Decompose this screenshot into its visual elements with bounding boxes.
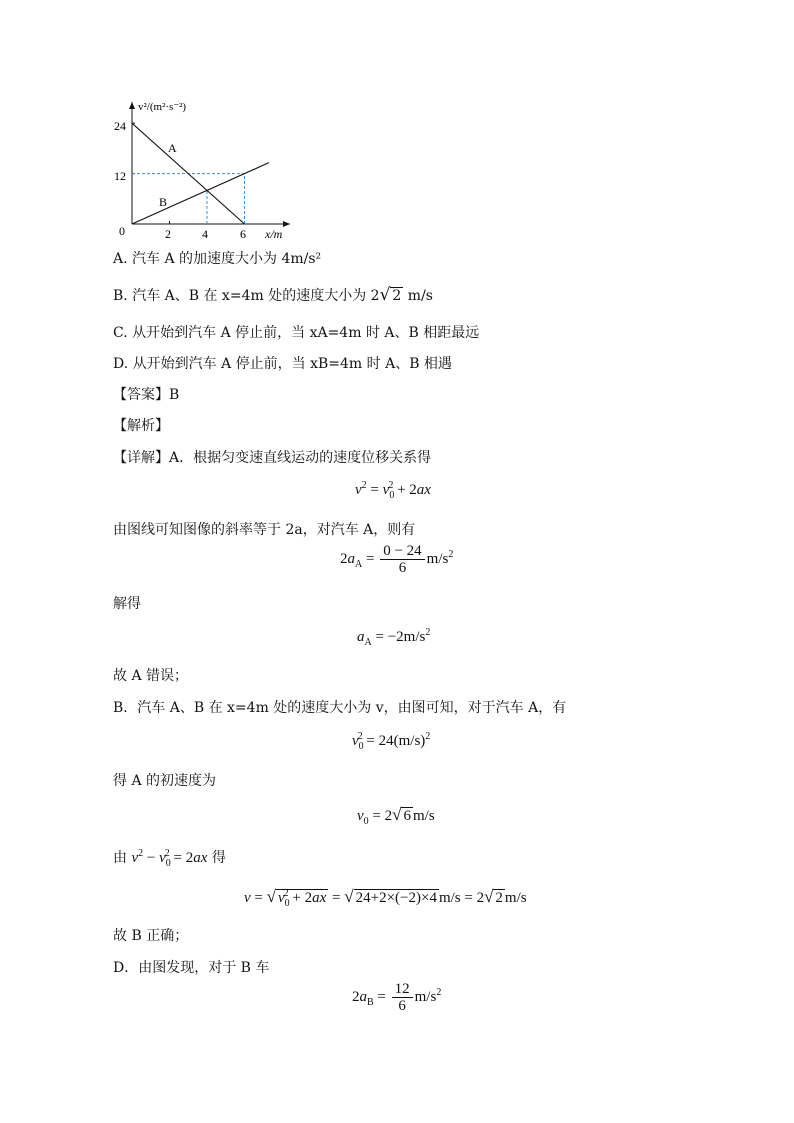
option-b-value: 2√ 2 bbox=[370, 285, 402, 305]
b-intro-text: B．汽车 A、B 在 x=4m 处的速度大小为 v，由图可知，对于汽车 A，有 bbox=[113, 700, 567, 716]
equation-2aB: $2a_B$ = $\frac{12}{6}$ $m/s^2$ bbox=[352, 981, 442, 1014]
d-intro-text: D．由图发现，对于 B 车 bbox=[113, 960, 270, 976]
y-axis-arrow bbox=[129, 102, 135, 109]
x-tick-2: 2 bbox=[165, 227, 171, 241]
x-tick-6: 6 bbox=[240, 227, 246, 241]
equation-v: v = √ $v_0^2 + 2ax$ = √ 24+2×(−2)×4 m/s = 2√ 2 m/s bbox=[244, 887, 527, 909]
line-a-label: A bbox=[168, 141, 177, 155]
x-tick-4: 4 bbox=[202, 227, 208, 241]
equation-velocity-displacement: $v^2 = v_0^2 + 2ax$ bbox=[355, 480, 431, 501]
detail-a-text: 【详解】A．根据匀变速直线运动的速度位移关系得 bbox=[113, 450, 432, 466]
equation-v0-squared: $v_0^2 = 24(m/s)^2$ bbox=[352, 731, 431, 752]
y-axis-label: v²/(m²·s⁻²) bbox=[138, 101, 187, 113]
answer: 【答案】B bbox=[113, 387, 180, 403]
y-tick-24: 24 bbox=[114, 119, 126, 133]
option-a: A. 汽车 A 的加速度大小为 4m/s² bbox=[113, 251, 322, 267]
equation-v0: $v_0 = 2√$ 6 m/s bbox=[357, 805, 435, 827]
option-b bbox=[113, 285, 433, 305]
b-right-text: 故 B 正确； bbox=[113, 928, 189, 944]
a-wrong-text: 故 A 错误； bbox=[113, 668, 189, 684]
slope-text: 由图线可知图像的斜率等于 2a，对汽车 A，则有 bbox=[113, 522, 416, 538]
origin-label: 0 bbox=[119, 224, 125, 238]
option-b-text: B. 汽车 A、B 在 x=4m 处的速度大小为 bbox=[113, 288, 371, 304]
option-d: D. 从开始到汽车 A 停止前，当 xB=4m 时 A、B 相遇 bbox=[113, 356, 452, 372]
equation-2aA: $2a_A$ = $\frac{0 - 24}{6}$ $m/s^2$ bbox=[340, 543, 454, 576]
equation-aA: $a_A = -2m/s^2$ bbox=[357, 627, 431, 648]
y-tick-12: 12 bbox=[114, 169, 126, 183]
line-b bbox=[132, 163, 269, 224]
v2-x-graph bbox=[100, 92, 300, 242]
x-axis-label: x/m bbox=[265, 227, 283, 241]
solve-text: 解得 bbox=[113, 596, 141, 612]
analysis-heading: 【解析】 bbox=[113, 418, 169, 434]
option-c: C. 从开始到汽车 A 停止前，当 xA=4m 时 A、B 相距最远 bbox=[113, 325, 480, 341]
x-axis-arrow bbox=[283, 221, 290, 227]
option-b-unit: m/s bbox=[403, 288, 433, 304]
init-speed-text: 得 A 的初速度为 bbox=[113, 773, 217, 789]
from-eq-text: 由 $v^2 - v_0^2 = 2ax$ 得 bbox=[113, 848, 226, 869]
line-b-label: B bbox=[159, 195, 168, 209]
